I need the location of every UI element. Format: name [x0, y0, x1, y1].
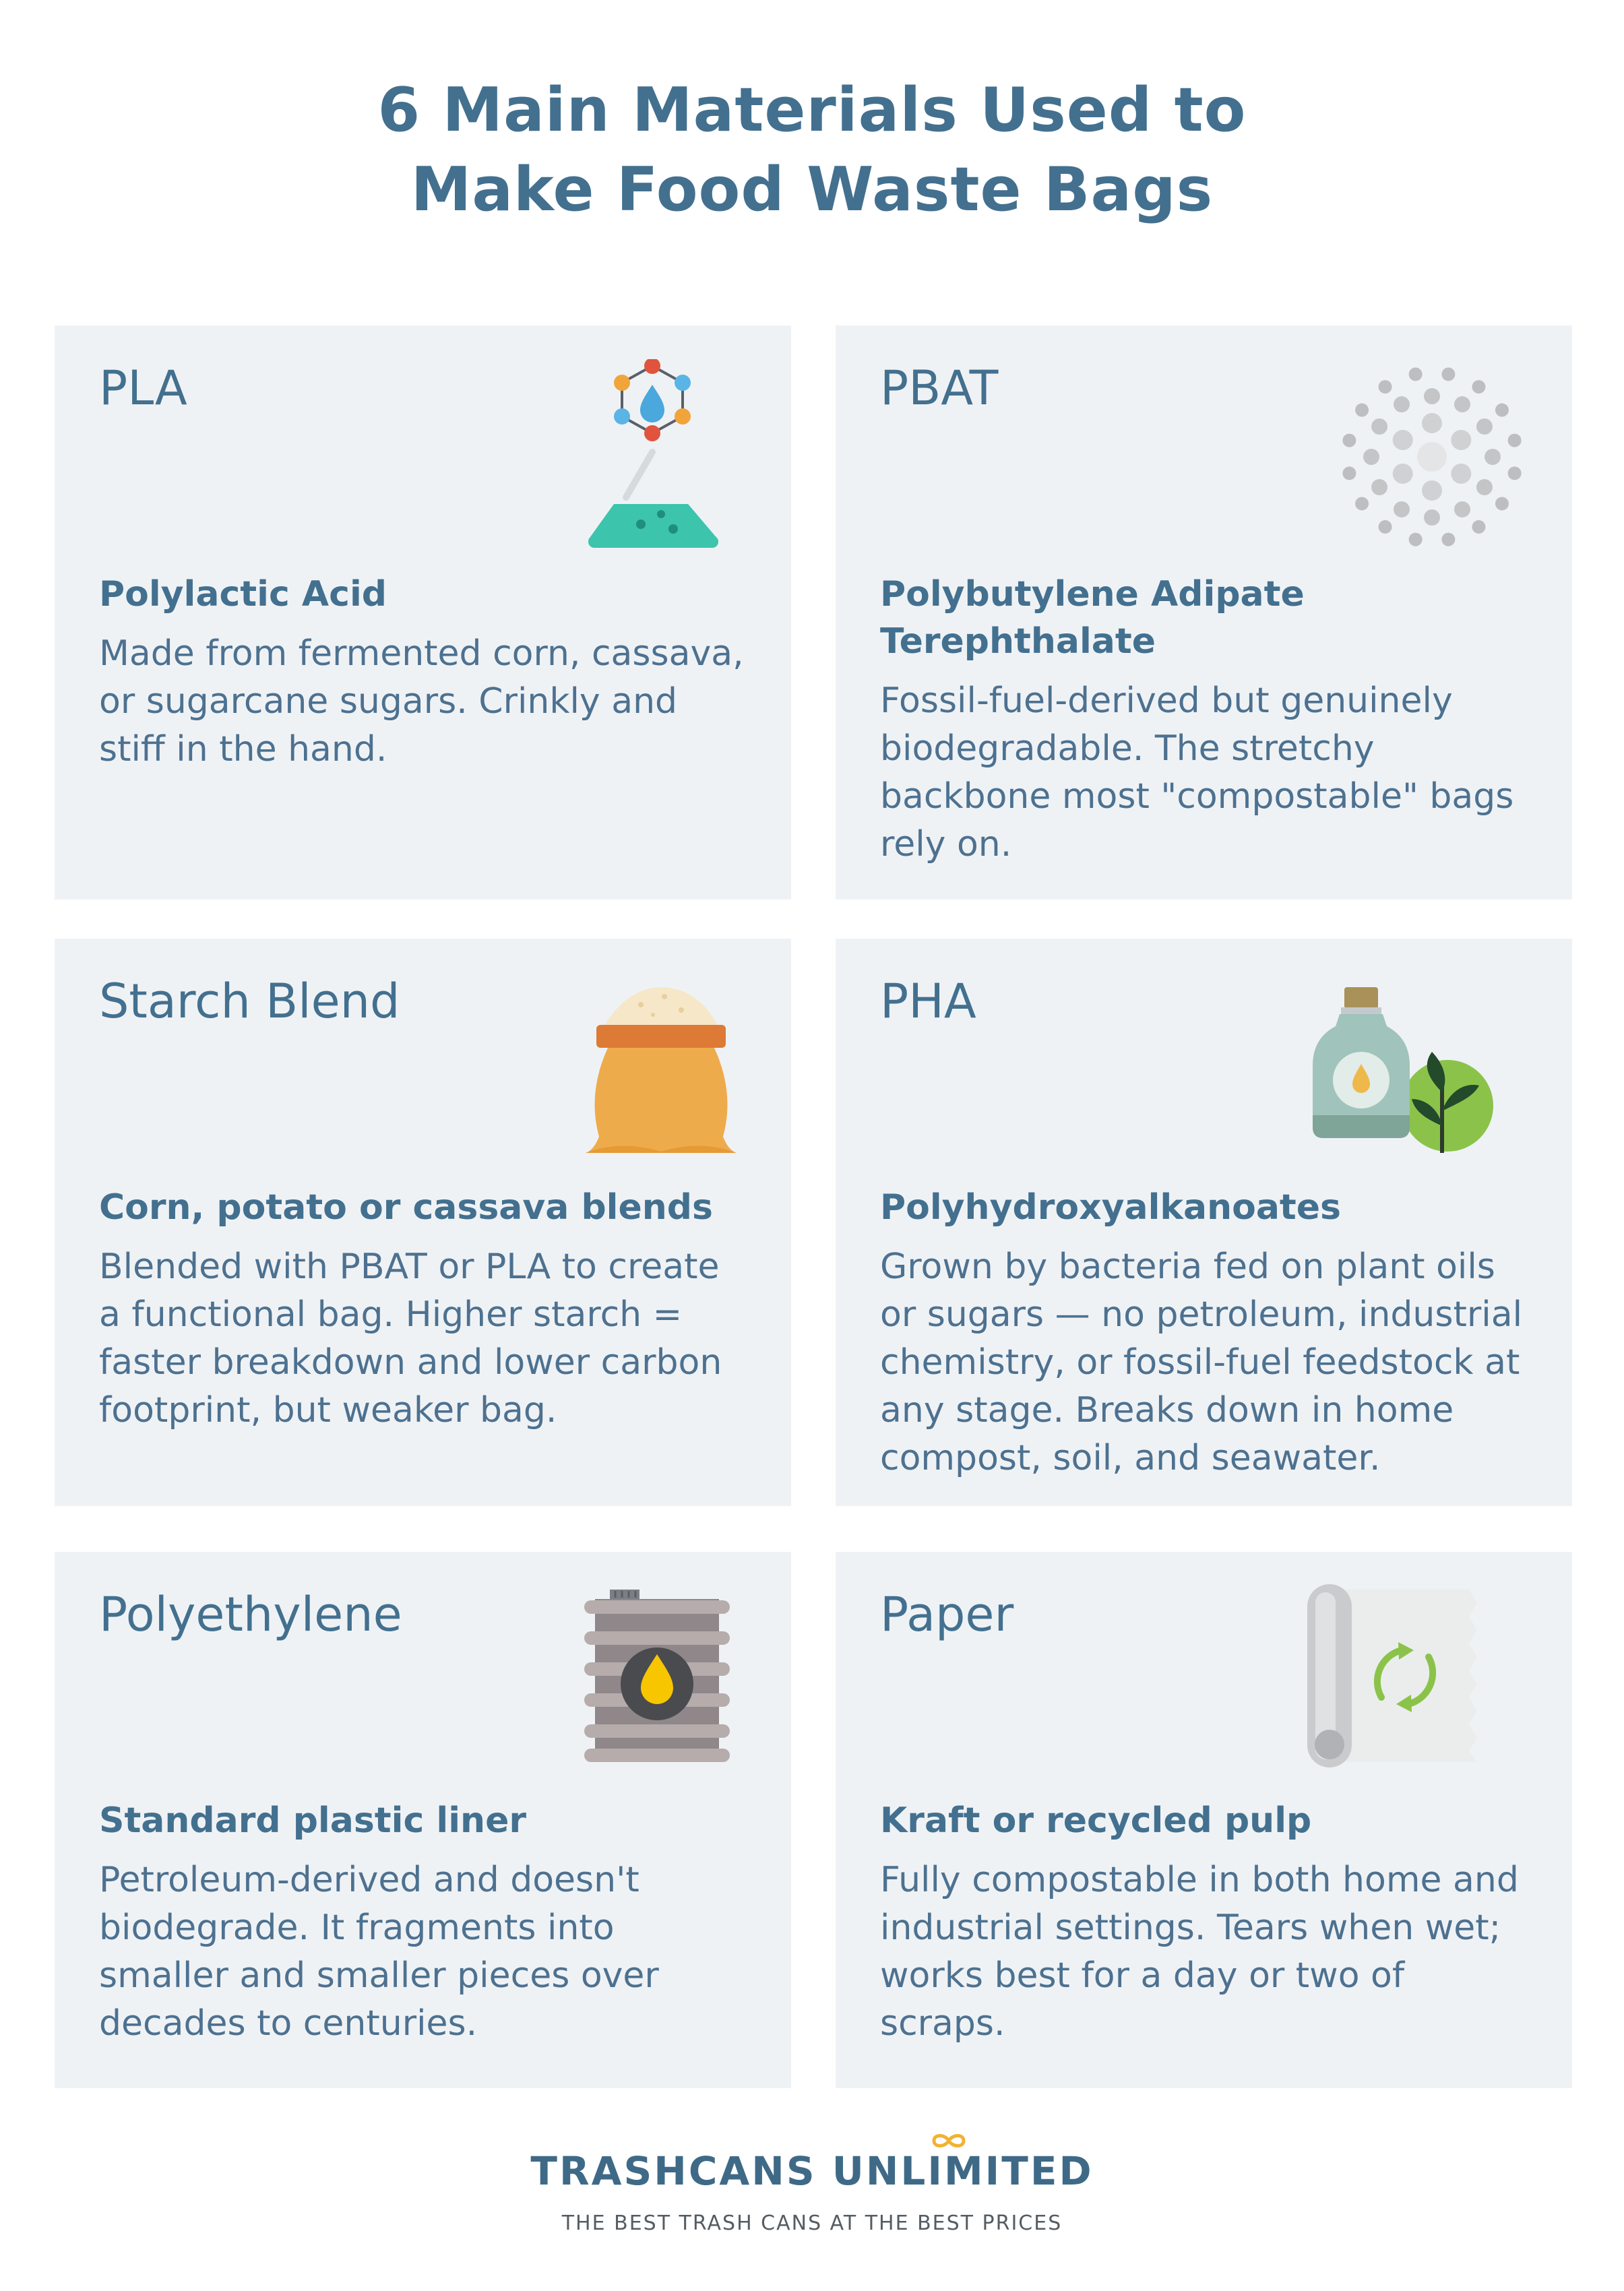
sphere-dot	[1371, 479, 1387, 495]
material-subtitle: Polybutylene Adipate Terephthalate	[880, 574, 1305, 662]
sphere-dot	[1394, 396, 1410, 412]
material-card-paper	[836, 1552, 1572, 2088]
recycled-paper-roll-icon	[1301, 1583, 1482, 1769]
sphere-dot	[1342, 434, 1356, 447]
material-name: Paper	[880, 1587, 1014, 1642]
sphere-dot	[1379, 520, 1392, 534]
material-name: PHA	[880, 974, 976, 1029]
sphere-dot	[1393, 430, 1413, 450]
sphere-dot	[1508, 434, 1522, 447]
sphere-dot	[1363, 449, 1379, 465]
material-card-pha	[836, 939, 1572, 1506]
footer-brand: TRASHCANS UNLIMITED	[530, 2148, 1094, 2194]
material-card-starch-blend	[55, 939, 791, 1506]
material-card-pbat	[836, 325, 1572, 900]
material-description: Petroleum-derived and doesn't biodegrade. It fragments into smaller and smaller pieces over decades to centuries.	[99, 1860, 659, 2044]
page-title	[0, 71, 1624, 230]
sphere-dot	[1451, 430, 1471, 450]
sphere-dot	[1472, 380, 1485, 394]
sphere-dot	[1485, 449, 1501, 465]
sphere-dot	[1508, 466, 1522, 480]
sphere-dot	[1342, 466, 1356, 480]
sphere-dot	[1422, 480, 1442, 501]
sphere-dot	[1476, 418, 1493, 435]
material-subtitle: Polyhydroxyalkanoates	[880, 1187, 1341, 1228]
sphere-dot	[1495, 404, 1509, 417]
sphere-dot	[1371, 418, 1387, 435]
sphere-dot	[1409, 533, 1423, 546]
sphere-dot	[1451, 464, 1471, 484]
material-name: Polyethylene	[99, 1587, 402, 1642]
dotted-sphere-icon	[1341, 366, 1523, 548]
sphere-dot	[1441, 533, 1455, 546]
sphere-dot	[1495, 497, 1509, 510]
material-description: Fossil-fuel-derived but genuinely biodegradable. The stretchy backbone most "compostable" bags rely on.	[880, 681, 1514, 865]
material-name: Starch Blend	[99, 974, 400, 1029]
sphere-dot	[1454, 501, 1470, 517]
sphere-dot	[1441, 367, 1455, 381]
material-subtitle: Polylactic Acid	[99, 574, 387, 615]
title-line-1: 6 Main Materials Used to	[377, 75, 1247, 146]
flour-sack-icon	[580, 984, 742, 1157]
sphere-dot	[1393, 464, 1413, 484]
material-subtitle: Kraft or recycled pulp	[880, 1800, 1312, 1841]
material-description: Fully compostable in both home and industrial settings. Tears when wet; works best for a day or two of scraps.	[880, 1860, 1519, 2044]
sphere-dot	[1424, 509, 1440, 526]
material-name: PBAT	[880, 360, 999, 416]
sphere-dot	[1417, 442, 1447, 472]
sphere-dot	[1454, 396, 1470, 412]
material-description: Made from fermented corn, cassava, or sugarcane sugars. Crinkly and stiff in the hand.	[99, 633, 744, 770]
material-card-pla	[55, 325, 791, 900]
material-subtitle: Corn, potato or cassava blends	[99, 1187, 713, 1228]
sphere-dot	[1394, 501, 1410, 517]
material-subtitle: Standard plastic liner	[99, 1800, 526, 1841]
sphere-dot	[1476, 479, 1493, 495]
sphere-dot	[1424, 388, 1440, 404]
sphere-dot	[1422, 413, 1442, 433]
oil-barrel-icon	[583, 1590, 731, 1765]
sphere-dot	[1472, 520, 1485, 534]
footer-tagline: THE BEST TRASH CANS AT THE BEST PRICES	[561, 2211, 1063, 2235]
sphere-dot	[1355, 404, 1369, 417]
material-description: Grown by bacteria fed on plant oils or sugars — no petroleum, industrial chemistry, or fossil-fuel feedstock at any stage. Breaks down in home compost, soil, and seawater.	[880, 1247, 1523, 1478]
material-name: PLA	[99, 360, 187, 416]
material-card-polyethylene	[55, 1552, 791, 2088]
material-description: Blended with PBAT or PLA to create a functional bag. Higher starch = faster breakdown and lower carbon footprint, but weaker bag.	[99, 1247, 722, 1431]
sphere-dot	[1379, 380, 1392, 394]
bottle-and-leaf-icon	[1307, 984, 1503, 1153]
title-line-2: Make Food Waste Bags	[410, 154, 1214, 225]
sphere-dot	[1355, 497, 1369, 510]
sphere-dot	[1409, 367, 1423, 381]
chemistry-flask-icon	[580, 359, 742, 555]
